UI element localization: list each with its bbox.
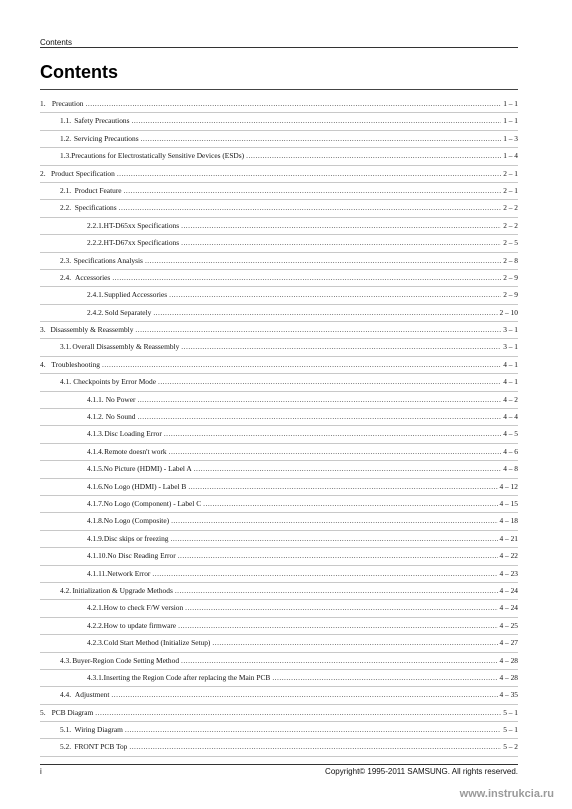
toc-entry-label: Specifications Analysis [73, 255, 143, 265]
toc-entry[interactable] [40, 635, 518, 652]
toc-entry-line [87, 290, 518, 300]
toc-entry-label: Specifications [74, 203, 117, 213]
toc-dot-leader [141, 134, 502, 144]
toc-entry-label: Troubleshooting [51, 359, 101, 369]
toc-entry-line [87, 534, 518, 544]
toc-entry-number: 4.1.2. [87, 412, 104, 422]
title-rule [40, 89, 518, 90]
toc-entry-line [60, 273, 518, 283]
toc-entry-line [87, 221, 518, 231]
toc-dot-leader [178, 621, 497, 631]
toc-entry-number: 2.2. [60, 203, 72, 213]
toc-entry-label: Safety Precautions [74, 116, 130, 126]
toc-entry-label: No Power [105, 394, 136, 404]
toc-entry-label: Checkpoints by Error Mode [73, 377, 156, 387]
toc-entry-page: 4 – 28 [499, 672, 518, 682]
toc-entry-line [87, 308, 518, 318]
toc-entry-line [60, 742, 518, 752]
toc-entry-number: 4.1.4. [87, 446, 104, 456]
toc-dot-leader [164, 429, 501, 439]
toc-entry-line [87, 673, 518, 683]
toc-entry-line [87, 569, 518, 579]
toc-entry-number: 4.2.2. [87, 620, 104, 630]
toc-entry-line [87, 603, 518, 613]
toc-entry-label: Remote doesn't work [104, 446, 167, 456]
toc-entry-page: 2 – 10 [499, 307, 518, 317]
toc-entry-number: 2.4.2. [87, 307, 104, 317]
toc-dot-leader [117, 169, 501, 179]
toc-entry-number: 4.1. [60, 377, 72, 387]
toc-dot-leader [125, 725, 501, 735]
toc-entry-number: 2.4.1. [87, 290, 104, 300]
toc-entry-page: 4 – 1 [503, 359, 518, 369]
toc-entry-page: 4 – 25 [499, 620, 518, 630]
watermark: www.instrukcia.ru [459, 788, 554, 800]
toc-entry-number: 3.1. [60, 342, 72, 352]
toc-dot-leader [181, 342, 501, 352]
toc-entry-label: How to check F/W version [103, 603, 184, 613]
toc-entry-label: Product Feature [74, 185, 122, 195]
toc-entry[interactable] [40, 687, 518, 704]
toc-entry-number: 4.2.3. [87, 638, 104, 648]
toc-entry-label: Disassembly & Reassembly [50, 325, 134, 335]
toc-entry-label: No Logo (Composite) [103, 516, 170, 526]
toc-entry-page: 4 – 4 [503, 412, 518, 422]
toc-entry-number: 4.1.3. [87, 429, 104, 439]
toc-dot-leader [246, 151, 501, 161]
toc-entry[interactable] [40, 653, 518, 670]
toc-entry-page: 5 – 1 [503, 707, 518, 717]
toc-entry-page: 1 – 3 [503, 133, 518, 143]
toc-entry-line [60, 134, 518, 144]
toc-entry-line [60, 203, 518, 213]
toc-entry-label: Servicing Precautions [73, 133, 139, 143]
toc-entry-line [60, 116, 518, 126]
toc-entry-line [60, 586, 518, 596]
toc-dot-leader [181, 221, 501, 231]
toc-entry-label: Precautions for Electrostatically Sensitive Devices (ESDs) [71, 151, 245, 161]
toc-entry-page: 2 – 1 [503, 168, 518, 178]
toc-dot-leader [95, 708, 501, 718]
toc-entry-line [40, 169, 518, 179]
toc-entry-number: 4.2.1. [87, 603, 104, 613]
toc-entry-label: Supplied Accessories [104, 290, 168, 300]
toc-dot-leader [153, 308, 497, 318]
toc-entry-line [60, 256, 518, 266]
toc-entry-label: HT-D67xx Specifications [103, 238, 180, 248]
toc-entry[interactable] [40, 566, 518, 583]
toc-entry-label: Initialization & Upgrade Methods [72, 585, 173, 595]
toc-entry-line [87, 447, 518, 457]
toc-entry-number: 1.1. [60, 116, 72, 126]
toc-entry-label: Inserting the Region Code after replacing the Main PCB [103, 672, 271, 682]
toc-entry-label: PCB Diagram [51, 707, 94, 717]
toc-dot-leader [129, 742, 501, 752]
toc-entry[interactable] [40, 548, 518, 565]
toc-entry-page: 2 – 9 [503, 272, 518, 282]
toc-entry-page: 2 – 5 [503, 238, 518, 248]
toc-dot-leader [158, 377, 501, 387]
footer-page-number: i [40, 767, 42, 776]
toc-dot-leader [112, 273, 501, 283]
toc-entry-page: 4 – 8 [503, 464, 518, 474]
toc-entry-label: HT-D65xx Specifications [103, 220, 180, 230]
toc-entry[interactable] [40, 618, 518, 635]
toc-entry[interactable] [40, 166, 518, 183]
toc-entry-number: 5. [40, 707, 46, 717]
toc-entry-page: 4 – 22 [499, 551, 518, 561]
toc-entry-page: 1 – 1 [503, 116, 518, 126]
toc-entry-line [87, 412, 518, 422]
toc-entry-line [60, 656, 518, 666]
toc-entry[interactable] [40, 600, 518, 617]
toc-entry-number: 4.3. [60, 655, 72, 665]
toc-entry-line [60, 151, 518, 161]
toc-entry-label: How to update firmware [103, 620, 177, 630]
toc-entry-line [87, 464, 518, 474]
toc-entry[interactable] [40, 705, 518, 722]
toc-entry-line [60, 725, 518, 735]
toc-entry-page: 1 – 4 [503, 151, 518, 161]
toc-entry-number: 2.2.2. [87, 238, 104, 248]
toc-entry-number: 5.1. [60, 725, 72, 735]
toc-dot-leader [188, 482, 497, 492]
toc-entry-page: 4 – 1 [503, 377, 518, 387]
toc-entry-number: 2. [40, 168, 46, 178]
toc-dot-leader [119, 203, 502, 213]
toc-entry-number: 4.4. [60, 690, 72, 700]
toc-entry[interactable] [40, 583, 518, 600]
toc-dot-leader [178, 551, 498, 561]
toc-dot-leader [212, 638, 497, 648]
toc-entry-label: Disc skips or freezing [103, 533, 169, 543]
toc-entry-line [87, 238, 518, 248]
toc-entry-number: 5.2. [60, 742, 72, 752]
toc-entry-page: 2 – 2 [503, 220, 518, 230]
toc-entry-label: No Logo (HDMI) - Label B [103, 481, 187, 491]
toc-dot-leader [138, 412, 502, 422]
toc-entry[interactable] [40, 131, 518, 148]
toc-entry-number: 4.1.10. [87, 551, 108, 561]
toc-dot-leader [272, 673, 497, 683]
toc-entry-label: Sold Separately [104, 307, 152, 317]
toc-entry[interactable] [40, 357, 518, 374]
toc-entry-label: FRONT PCB Top [74, 742, 128, 752]
toc-entry-label: Overall Disassembly & Reassembly [72, 342, 180, 352]
toc-dot-leader [175, 586, 498, 596]
toc-dot-leader [181, 656, 497, 666]
toc-entry-label: No Logo (Component) - Label C [103, 498, 202, 508]
toc-entry-label: Wiring Diagram [74, 725, 123, 735]
toc-entry[interactable] [40, 270, 518, 287]
toc-entry-page: 2 – 9 [503, 290, 518, 300]
toc-entry-number: 4.1.8. [87, 516, 104, 526]
toc-entry-number: 4.1.11. [87, 568, 108, 578]
toc-dot-leader [170, 534, 497, 544]
toc-entry[interactable] [40, 513, 518, 530]
toc-entry[interactable] [40, 479, 518, 496]
toc-entry-line [87, 551, 518, 561]
toc-entry-line [40, 325, 518, 335]
toc-entry[interactable] [40, 96, 518, 113]
toc-entry-page: 4 – 24 [499, 603, 518, 613]
toc-entry[interactable] [40, 531, 518, 548]
toc-entry[interactable] [40, 426, 518, 443]
toc-entry-number: 4.1.5. [87, 464, 104, 474]
toc-dot-leader [111, 690, 497, 700]
toc-entry[interactable] [40, 409, 518, 426]
toc-entry[interactable] [40, 739, 518, 756]
page-title: Contents [40, 62, 118, 82]
toc-dot-leader [203, 499, 497, 509]
toc-dot-leader [181, 238, 501, 248]
toc-entry-number: 2.2.1. [87, 220, 104, 230]
toc-entry-page: 4 – 21 [499, 533, 518, 543]
toc-entry-line [40, 99, 518, 109]
toc-entry-page: 4 – 6 [503, 446, 518, 456]
toc-dot-leader [131, 116, 501, 126]
toc-entry-page: 4 – 15 [499, 498, 518, 508]
toc-entry-label: Buyer-Region Code Setting Method [72, 655, 180, 665]
footer-rule [40, 764, 518, 765]
toc-entry[interactable] [40, 339, 518, 356]
toc-entry[interactable] [40, 670, 518, 687]
toc-entry[interactable] [40, 461, 518, 478]
toc-entry-line [40, 360, 518, 370]
toc-entry-line [60, 690, 518, 700]
toc-entry-number: 4.2. [60, 585, 72, 595]
toc-entry[interactable] [40, 322, 518, 339]
toc-entry-page: 4 – 23 [499, 568, 518, 578]
toc-entry-line [87, 482, 518, 492]
toc-entry-page: 2 – 8 [503, 255, 518, 265]
toc-dot-leader [152, 569, 497, 579]
toc-entry-page: 4 – 12 [499, 481, 518, 491]
toc-entry-line [60, 342, 518, 352]
toc-entry[interactable] [40, 374, 518, 391]
toc-entry-page: 4 – 24 [499, 585, 518, 595]
toc-entry[interactable] [40, 253, 518, 270]
toc-entry-label: Product Specification [50, 168, 115, 178]
toc-entry[interactable] [40, 287, 518, 304]
toc-entry-number: 1. [40, 99, 46, 108]
toc-entry-page: 3 – 1 [503, 325, 518, 335]
toc-entry-number: 2.3. [60, 255, 72, 265]
toc-entry[interactable] [40, 183, 518, 200]
toc-entry-number: 4.1.7. [87, 498, 104, 508]
toc-entry-number: 4.1.6. [87, 481, 104, 491]
running-header: Contents [40, 38, 73, 47]
toc-entry-number: 2.1. [60, 185, 72, 195]
toc-entry-page: 2 – 1 [503, 185, 518, 195]
toc-entry-line [87, 429, 518, 439]
toc-dot-leader [194, 464, 502, 474]
toc-entry-line [87, 638, 518, 648]
toc-entry-line [87, 516, 518, 526]
toc-entry-label: No Sound [105, 412, 136, 422]
toc-entry-number: 1.3. [60, 151, 72, 161]
table-of-contents [40, 96, 518, 757]
toc-entry-label: No Picture (HDMI) - Label A [103, 464, 192, 474]
toc-entry-label: Accessories [75, 272, 111, 282]
toc-entry-number: 4.3.1. [87, 672, 104, 682]
toc-dot-leader [171, 516, 497, 526]
toc-entry-page: 4 – 27 [499, 638, 518, 648]
toc-dot-leader [145, 256, 501, 266]
toc-entry-label: Cold Start Method (Initialize Setup) [103, 638, 211, 648]
toc-entry-line [60, 186, 518, 196]
toc-dot-leader [169, 447, 502, 457]
toc-entry-page: 1 – 1 [503, 99, 518, 108]
toc-entry-number: 4.1.9. [87, 533, 104, 543]
toc-entry-label: Network Error [107, 568, 151, 578]
toc-entry-page: 3 – 1 [503, 342, 518, 352]
toc-entry-line [60, 377, 518, 387]
copyright-notice: Copyright© 1995-2011 SAMSUNG. All rights reserved. [325, 767, 518, 776]
toc-entry-label: Precaution [51, 99, 84, 108]
toc-dot-leader [102, 360, 501, 370]
header-rule [40, 47, 518, 48]
toc-entry-page: 4 – 35 [499, 690, 518, 700]
toc-entry[interactable] [40, 235, 518, 252]
toc-entry[interactable] [40, 444, 518, 461]
toc-dot-leader [185, 603, 497, 613]
toc-entry[interactable] [40, 148, 518, 165]
toc-entry-number: 4. [40, 359, 46, 369]
toc-dot-leader [137, 395, 501, 405]
toc-entry-line [87, 621, 518, 631]
toc-entry-number: 3. [40, 325, 46, 335]
toc-entry[interactable] [40, 392, 518, 409]
toc-entry[interactable] [40, 218, 518, 235]
toc-entry-number: 1.2. [60, 133, 72, 143]
toc-entry-page: 4 – 5 [503, 429, 518, 439]
toc-entry-line [87, 395, 518, 405]
toc-entry[interactable] [40, 722, 518, 739]
toc-dot-leader [124, 186, 502, 196]
toc-entry-label: Adjustment [74, 690, 110, 700]
toc-entry-number: 4.1.1. [87, 394, 104, 404]
toc-entry-page: 4 – 18 [499, 516, 518, 526]
toc-entry[interactable] [40, 113, 518, 130]
toc-entry-page: 2 – 2 [503, 203, 518, 213]
toc-dot-leader [135, 325, 501, 335]
toc-entry[interactable] [40, 496, 518, 513]
toc-entry-page: 5 – 1 [503, 725, 518, 735]
toc-dot-leader [169, 290, 501, 300]
toc-entry-number: 2.4. [60, 272, 72, 282]
toc-entry-label: Disc Loading Error [104, 429, 162, 439]
toc-entry-line [87, 499, 518, 509]
toc-entry-page: 4 – 2 [503, 394, 518, 404]
toc-entry-label: No Disc Reading Error [107, 551, 176, 561]
toc-entry-page: 5 – 2 [503, 742, 518, 752]
toc-entry-line [40, 708, 518, 718]
toc-entry[interactable] [40, 305, 518, 322]
toc-entry[interactable] [40, 200, 518, 217]
toc-entry-page: 4 – 28 [499, 655, 518, 665]
toc-dot-leader [86, 99, 502, 109]
